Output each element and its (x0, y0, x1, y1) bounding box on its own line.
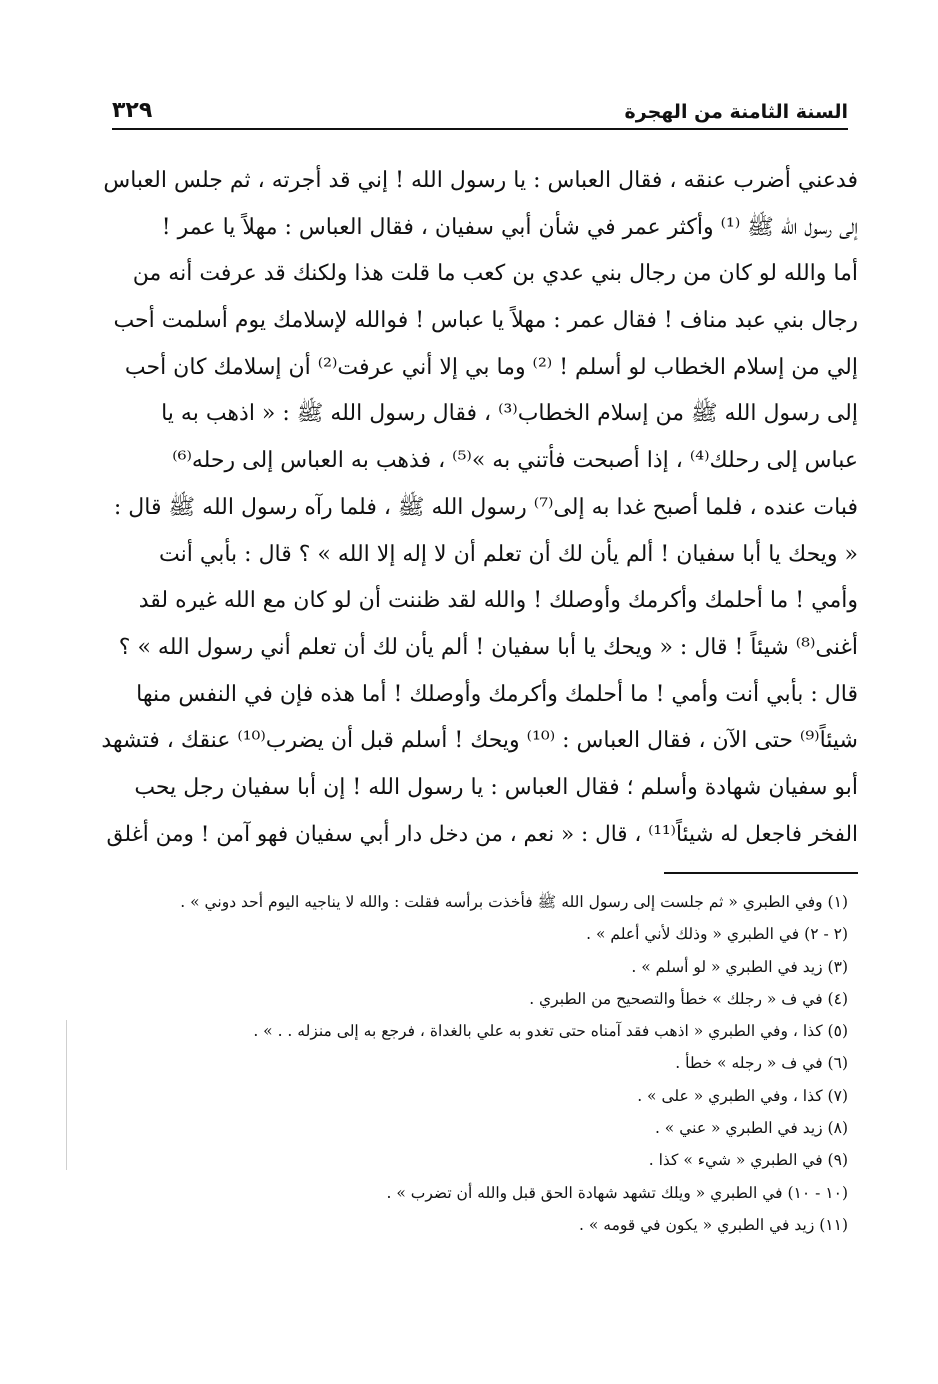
footnote: (٣) زيد في الطبري « لو أسلم » . (631, 957, 848, 976)
main-text (100, 158, 858, 858)
text-line: « ويحك يا أبا سفيان ! ألم يأن لك أن تعلم أن لا إله إلا الله » ؟ قال : بأبي أنت (159, 541, 858, 567)
page-header (112, 78, 848, 122)
text-line: إلى رسول الله ﷺ من إسلام الخطاب⁽³⁾ ، فقال رسول الله ﷺ : « اذهب به يا (161, 401, 858, 427)
footnote: (٨) زيد في الطبري « عني » . (654, 1119, 848, 1138)
footnote: (١) وفي الطبري « ثم جلست إلى رسول الله ﷺ فأخذت برأسه فقلت : والله لا يناجيه اليوم أحد دوني » . (180, 893, 848, 911)
header-rule (112, 128, 848, 130)
text-line: الفخر فاجعل له شيئاً⁽¹¹⁾ ، قال : « نعم ، من دخل دار أبي سفيان فهو آمن ! ومن أغلق (106, 821, 858, 847)
text-line: إلى رسول الله ﷺ ⁽¹⁾ وأكثر عمر في شأن أبي سفيان ، فقال العباس : مهلاً يا عمر ! (161, 214, 858, 240)
text-line: رجال بني عبد مناف ! فقال عمر : مهلاً يا عباس ! فوالله لإسلامك يوم أسلمت أحب (113, 308, 858, 334)
text-line: قال : بأبي أنت وأمي ! ما أحلمك وأكرمك وأوصلك ! أما هذه فإن في النفس منها (136, 681, 858, 707)
footnote: (٧) كذا ، وفي الطبري « على » . (637, 1086, 848, 1105)
text-line: فبات عنده ، فلما أصبح غدا به إلى⁽⁷⁾ رسول الله ﷺ ، فلما رآه رسول الله ﷺ قال : (113, 494, 858, 520)
footnote: (٩) في الطبري « شيء » كذا . (648, 1151, 848, 1170)
footnote: (٦) في ف « رجله » خطأ . (675, 1054, 848, 1073)
text-line: أغنى⁽⁸⁾ شيئاً ! قال : « ويحك يا أبا سفيان ! ألم يأن لك أن تعلم أني رسول الله » ؟ (118, 634, 858, 660)
footnote: (١١) زيد في الطبري « يكون في قومه » . (579, 1215, 848, 1234)
text-line: شيئاً⁽⁹⁾ حتى الآن ، فقال العباس : ⁽¹⁰⁾ ويحك ! أسلم قبل أن يضرب⁽¹⁰⁾ عنقك ، فتشهد (101, 728, 858, 754)
text-line: وأمي ! ما أحلمك وأكرمك وأوصلك ! والله لقد ظننت أن لو كان مع الله غيره لقد (138, 588, 858, 614)
footnote: (٢ - ٢) في الطبري « وذلك لأني أعلم » . (586, 925, 848, 944)
text-line: فدعني أضرب عنقه ، فقال العباس : يا رسول الله ! إني قد أجرته ، ثم جلس العباس (103, 168, 858, 193)
footnote-separator (664, 872, 858, 874)
footnote: (١٠ - ١٠) في الطبري « ويلك تشهد شهادة الحق قبل والله أن تضرب » . (386, 1183, 848, 1202)
running-title: السنة الثامنة من الهجرة (624, 101, 848, 123)
page-number: ٣٢٩ (112, 98, 153, 123)
text-line: عباس إلى رحلك⁽⁴⁾ ، إذا أصبحت فأتني به »⁽⁵⁾ ، فذهب به العباس إلى رحله⁽⁶⁾ (172, 448, 858, 474)
footnote: (٥) كذا ، وفي الطبري « اذهب فقد آمناه حتى تغدو به علي بالغداة ، فرجع به إلى منزله . . » . (253, 1022, 848, 1041)
text-line: إلي من إسلام الخطاب لو أسلم ! ⁽²⁾ وما بي إلا أني عرفت⁽²⁾ أن إسلامك كان أحب (124, 354, 858, 380)
text-line: أبو سفيان شهادة وأسلم ؛ فقال العباس : يا رسول الله ! إن أبا سفيان رجل يحب (134, 774, 858, 800)
footnote: (٤) في ف « رجلك » خطأ والتصحيح من الطبري . (529, 989, 848, 1008)
text-line: أما والله لو كان من رجال بني عدي بن كعب ما قلت هذا ولكنك قد عرفت أنه من (132, 261, 858, 287)
scan-edge-line (66, 1020, 67, 1170)
footnotes (100, 886, 848, 1241)
